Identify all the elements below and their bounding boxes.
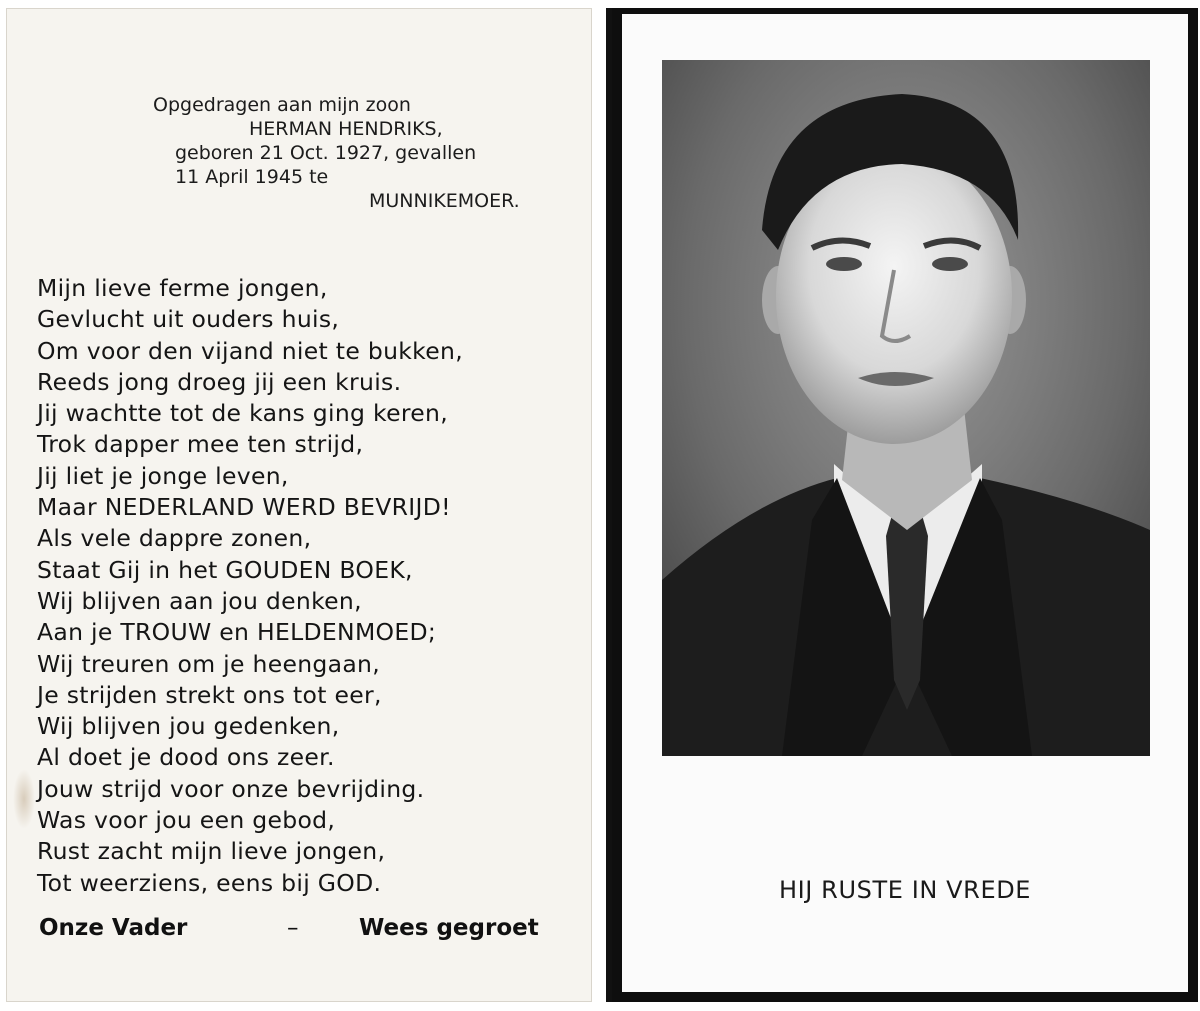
dedication-place: MUNNIKEMOER. bbox=[369, 190, 520, 212]
eye-left bbox=[826, 257, 862, 271]
memorial-card-portrait-side bbox=[606, 8, 1198, 1002]
poem-line: Al doet je dood ons zeer. bbox=[37, 743, 335, 772]
poem-line: Trok dapper mee ten strijd, bbox=[37, 430, 364, 459]
dedication-block bbox=[153, 93, 563, 213]
poem-line: Mijn lieve ferme jongen, bbox=[37, 274, 328, 302]
card-gap bbox=[592, 0, 606, 1011]
poem-line: Als vele dappre zonen, bbox=[37, 524, 312, 553]
poem-line: Tot weerziens, eens bij GOD. bbox=[37, 868, 382, 897]
paper-stain bbox=[13, 769, 35, 829]
poem-line: Jij liet je jonge leven, bbox=[37, 461, 289, 490]
card-inner-panel bbox=[622, 14, 1188, 992]
eye-right bbox=[932, 257, 968, 271]
poem-line: Was voor jou een gebod, bbox=[37, 806, 336, 835]
poem-line: Rust zacht mijn lieve jongen, bbox=[37, 837, 386, 866]
poem-line: Jij wachtte tot de kans ging keren, bbox=[37, 399, 448, 428]
dedication-line: geboren 21 Oct. 1927, gevallen bbox=[175, 142, 477, 164]
portrait-photo bbox=[662, 60, 1150, 756]
prayer-wees-gegroet: Wees gegroet bbox=[359, 915, 539, 941]
rest-in-peace-caption: HIJ RUSTE IN VREDE bbox=[778, 876, 1032, 904]
poem-line: Je strijden strekt ons tot eer, bbox=[37, 680, 382, 709]
prayers-line bbox=[39, 915, 565, 949]
poem bbox=[37, 273, 577, 899]
dedication-name: HERMAN HENDRIKS, bbox=[249, 118, 443, 140]
poem-line: Reeds jong droeg jij een kruis. bbox=[37, 367, 402, 396]
poem-line: Gevlucht uit ouders huis, bbox=[37, 305, 340, 334]
poem-line: Wij blijven jou gedenken, bbox=[37, 712, 340, 741]
memorial-card-text-side bbox=[6, 8, 592, 1002]
poem-line: Aan je TROUW en HELDENMOED; bbox=[37, 618, 437, 647]
dedication-line: Opgedragen aan mijn zoon bbox=[153, 94, 411, 116]
poem-line: Maar NEDERLAND WERD BEVRIJD! bbox=[37, 493, 451, 522]
prayer-onze-vader: Onze Vader bbox=[39, 915, 188, 941]
prayer-separator: – bbox=[287, 915, 299, 941]
poem-line: Om voor den vijand niet te bukken, bbox=[37, 336, 463, 365]
poem-line: Staat Gij in het GOUDEN BOEK, bbox=[37, 555, 413, 584]
portrait-illustration bbox=[662, 60, 1150, 756]
dedication-line: 11 April 1945 te bbox=[175, 166, 329, 188]
poem-line: Jouw strijd voor onze bevrijding. bbox=[37, 774, 425, 803]
poem-line: Wij treuren om je heengaan, bbox=[37, 649, 381, 678]
poem-line: Wij blijven aan jou denken, bbox=[37, 586, 362, 615]
